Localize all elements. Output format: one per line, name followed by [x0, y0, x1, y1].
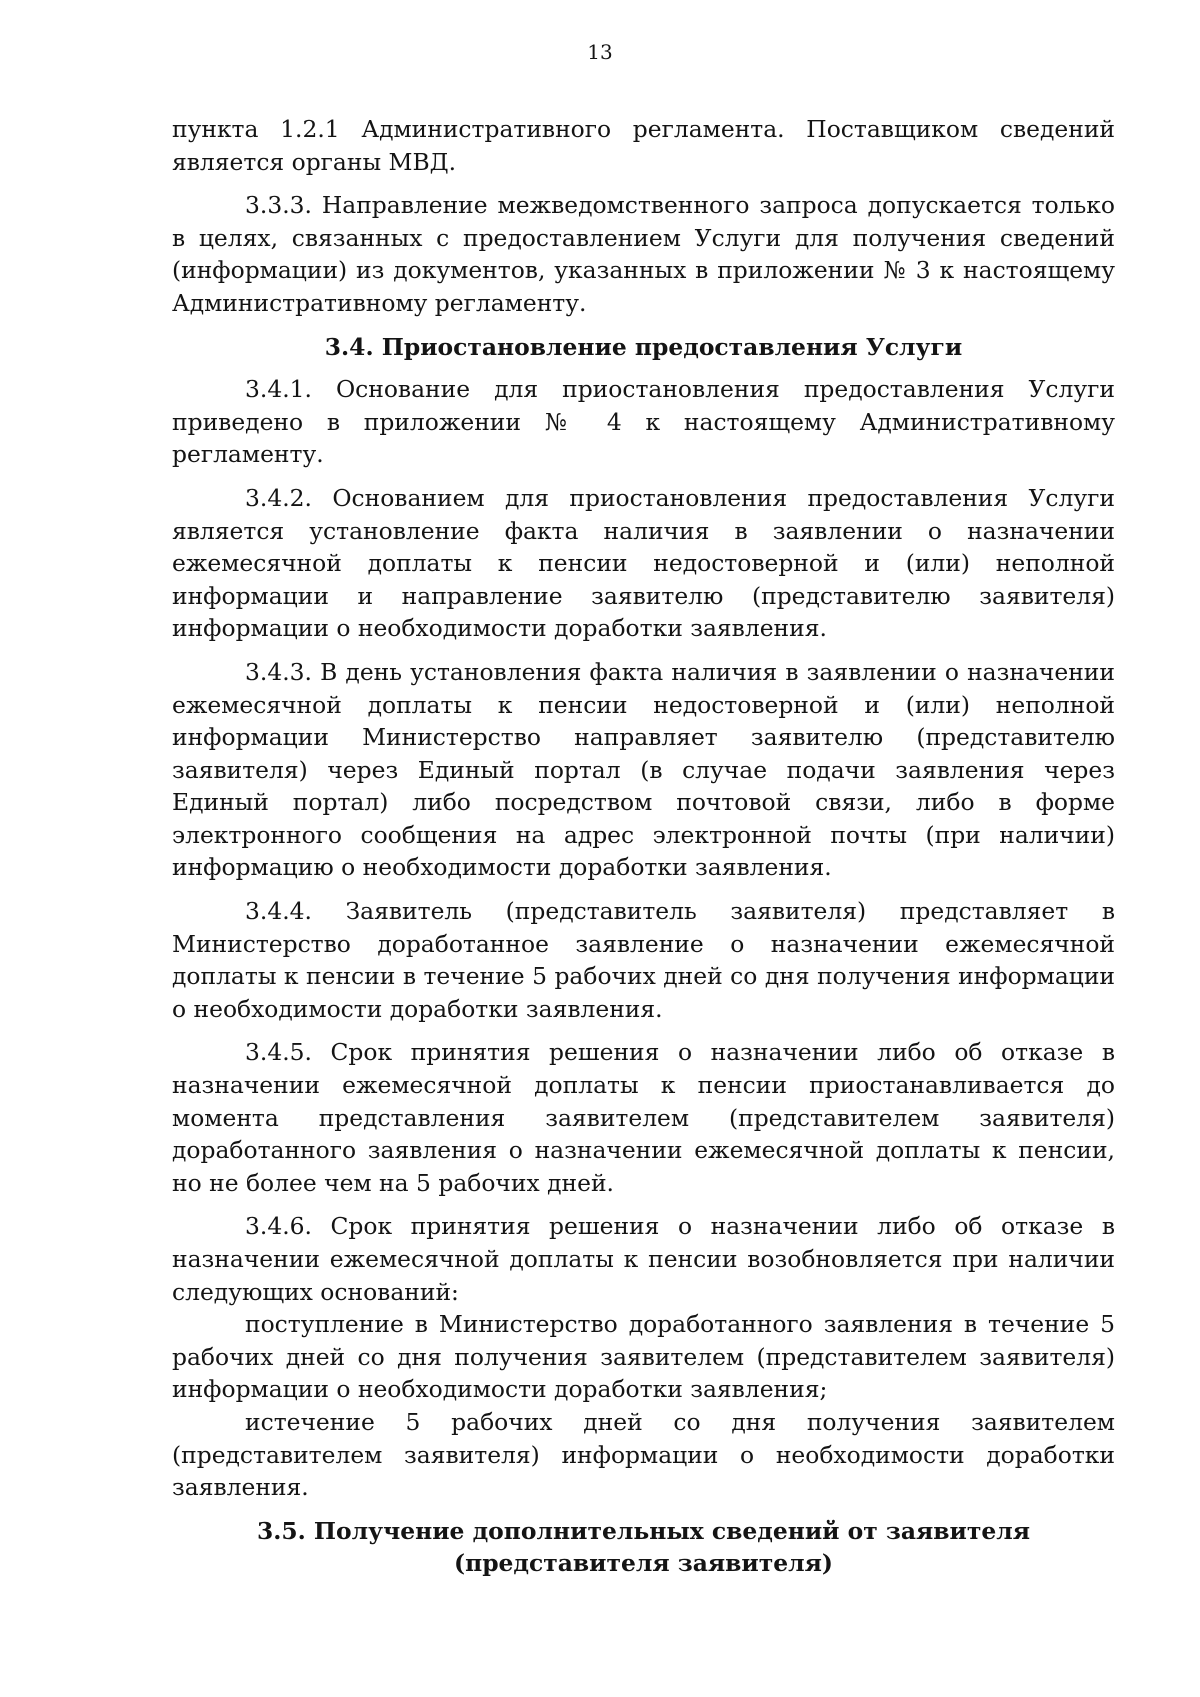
paragraph-3-4-4: 3.4.4. Заявитель (представитель заявителя) представляет в Министерство доработанное заявление о назначении ежемесячной доплаты к пенсии в течение 5 рабочих дней со дня получения информации о необходимости доработки заявления. [172, 897, 1115, 1023]
paragraph-3-3-3: 3.3.3. Направление межведомственного запроса допускается только в целях, связанных с предоставлением Услуги для получения сведений (информации) из документов, указанных в приложении № 3 к настоящему Административному регламенту. [172, 191, 1115, 317]
list-item-resubmission: поступление в Министерство доработанного заявления в течение 5 рабочих дней со дня получения заявителем (представителем заявителя) информации о необходимости доработки заявления; [172, 1310, 1115, 1404]
paragraph-intro: пункта 1.2.1 Административного регламента. Поставщиком сведений является органы МВД. [172, 115, 1115, 176]
document-body [172, 113, 1115, 1590]
section-heading-3-5: 3.5. Получение дополнительных сведений от заявителя (представителя заявителя) [256, 1516, 1031, 1578]
page-number: 13 [587, 40, 613, 64]
paragraph-3-4-5: 3.4.5. Срок принятия решения о назначении либо об отказе в назначении ежемесячной доплаты к пенсии приостанавливается до момента представления заявителем (представителем заявителя) доработанного заявления о назначении ежемесячной доплаты к пенсии, но не более чем на 5 рабочих дней. [172, 1038, 1115, 1197]
section-heading-3-4: 3.4. Приостановление предоставления Услуги [324, 332, 963, 361]
list-item-deadline-expiry: истечение 5 рабочих дней со дня получения заявителем (представителем заявителя) информации о необходимости доработки заявления. [172, 1407, 1115, 1502]
paragraph-3-4-6: 3.4.6. Срок принятия решения о назначении либо об отказе в назначении ежемесячной доплаты к пенсии возобновляется при наличии следующих оснований: [172, 1212, 1115, 1306]
paragraph-3-4-3: 3.4.3. В день установления факта наличия в заявлении о назначении ежемесячной доплаты к пенсии недостоверной и (или) неполной информации Министерство направляет заявителю (представителю заявителя) через Единый портал (в случае подачи заявления через Единый портал) либо посредством почтовой связи, либо в форме электронного сообщения на адрес электронной почты (при наличии) информацию о необходимости доработки заявления. [172, 657, 1115, 882]
paragraph-3-4-2: 3.4.2. Основанием для приостановления предоставления Услуги является установление факта наличия в заявлении о назначении ежемесячной доплаты к пенсии недостоверной и (или) неполной информации и направление заявителю (представителю заявителя) информации о необходимости доработки заявления. [172, 483, 1115, 643]
paragraph-3-4-1: 3.4.1. Основание для приостановления предоставления Услуги приведено в приложении № 4 к настоящему Административному регламенту. [172, 375, 1115, 469]
